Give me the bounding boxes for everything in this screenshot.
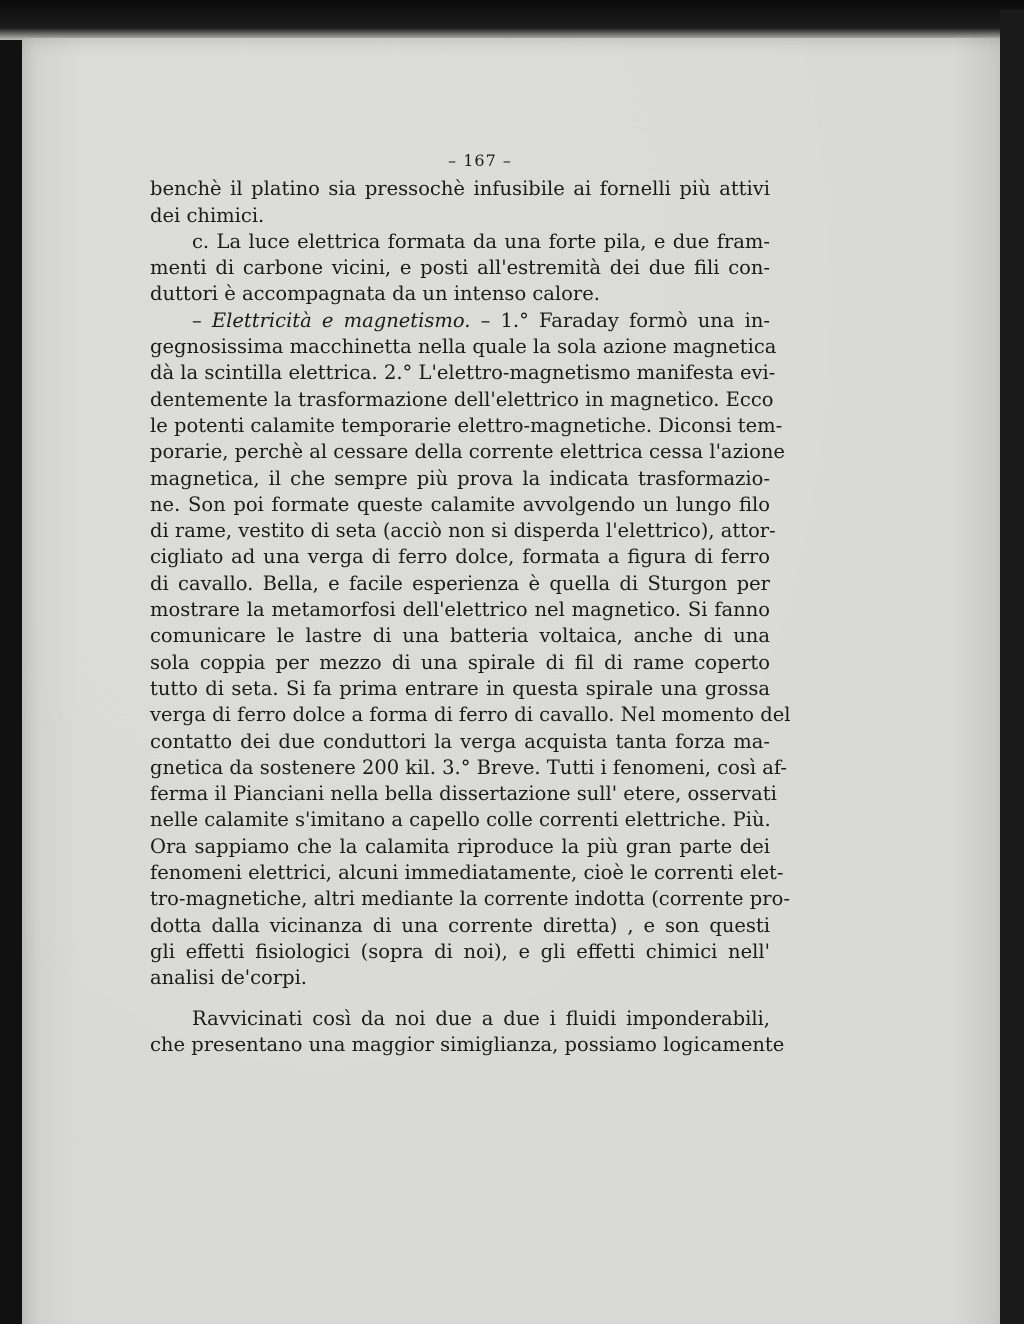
text-line: verga di ferro dolce a forma di ferro di cavallo. Nel momento del bbox=[150, 703, 791, 727]
text-line: gnetica da sostenere 200 kil. 3.° Breve. Tutti i fenomeni, così af- bbox=[150, 755, 788, 779]
text-line: ne. Son poi formate queste calamite avvolgendo un lungo filo bbox=[150, 492, 770, 516]
text-line: che presentano una maggior simiglianza, possiamo logicamente bbox=[150, 1032, 785, 1056]
text-line: nelle calamite s'imitano a capello colle correnti elettriche. Più. bbox=[150, 808, 771, 832]
scan-top-shadow bbox=[0, 0, 1024, 40]
text-line: di rame, vestito di seta (acciò non si disperda l'elettrico), attor- bbox=[150, 519, 776, 543]
text-line: ferma il Pianciani nella bella dissertazione sull' etere, osservati bbox=[150, 782, 777, 806]
text-line: magnetica, il che sempre più prova la indicata trasformazio- bbox=[150, 466, 770, 490]
text-line: sola coppia per mezzo di una spirale di fil di rame coperto bbox=[150, 650, 770, 674]
text-line: comunicare le lastre di una batteria voltaica, anche di una bbox=[150, 624, 770, 648]
text-line: gli effetti fisiologici (sopra di noi), e gli effetti chimici nell' bbox=[150, 939, 770, 963]
page-text bbox=[150, 148, 791, 1058]
text-line: Ora sappiamo che la calamita riproduce la più gran parte dei bbox=[150, 834, 770, 858]
text-line: di cavallo. Bella, e facile esperienza è quella di Sturgon per bbox=[150, 571, 770, 595]
page-number: – 167 – bbox=[448, 151, 512, 170]
text-line: duttori è accompagnata da un intenso calore. bbox=[150, 282, 600, 306]
text-line: tro-magnetiche, altri mediante la corrente indotta (corrente pro- bbox=[150, 887, 790, 911]
text-line: – Elettricità e magnetismo. – 1.° Faraday formò una in- bbox=[192, 308, 770, 332]
italic-heading: Elettricità e magnetismo. bbox=[211, 308, 471, 332]
text-line: benchè il platino sia pressochè infusibile ai fornelli più attivi bbox=[150, 177, 770, 201]
text-line: contatto dei due conduttori la verga acquista tanta forza ma- bbox=[150, 729, 770, 753]
paragraph-gap bbox=[150, 992, 770, 1006]
text-line: fenomeni elettrici, alcuni immediatamente, cioè le correnti elet- bbox=[150, 861, 784, 885]
scan-right-shadow bbox=[1000, 10, 1024, 1324]
text-line: dei chimici. bbox=[150, 203, 265, 227]
text-line: menti di carbone vicini, e posti all'estremità dei due fili con- bbox=[150, 256, 770, 280]
text-line: gegnosissima macchinetta nella quale la sola azione magnetica bbox=[150, 335, 777, 359]
text-line: dentemente la trasformazione dell'elettrico in magnetico. Ecco bbox=[150, 387, 774, 411]
text-line: le potenti calamite temporarie elettro-magnetiche. Diconsi tem- bbox=[150, 413, 783, 437]
text-line: analisi de'corpi. bbox=[150, 966, 308, 990]
text-line: c. La luce elettrica formata da una forte pila, e due fram- bbox=[192, 229, 770, 253]
text-line: tutto di seta. Si fa prima entrare in questa spirale una grossa bbox=[150, 676, 770, 700]
text-line: porarie, perchè al cessare della corrente elettrica cessa l'azione bbox=[150, 440, 785, 464]
text-line: dà la scintilla elettrica. 2.° L'elettro-magnetismo manifesta evi- bbox=[150, 361, 776, 385]
text-line: Ravvicinati così da noi due a due i fluidi imponderabili, bbox=[192, 1006, 770, 1030]
text-lines bbox=[150, 176, 791, 1058]
text-line: mostrare la metamorfosi dell'elettrico nel magnetico. Si fanno bbox=[150, 598, 770, 622]
text-line: cigliato ad una verga di ferro dolce, formata a figura di ferro bbox=[150, 545, 770, 569]
text-line: dotta dalla vicinanza di una corrente diretta) , e son questi bbox=[150, 913, 770, 937]
